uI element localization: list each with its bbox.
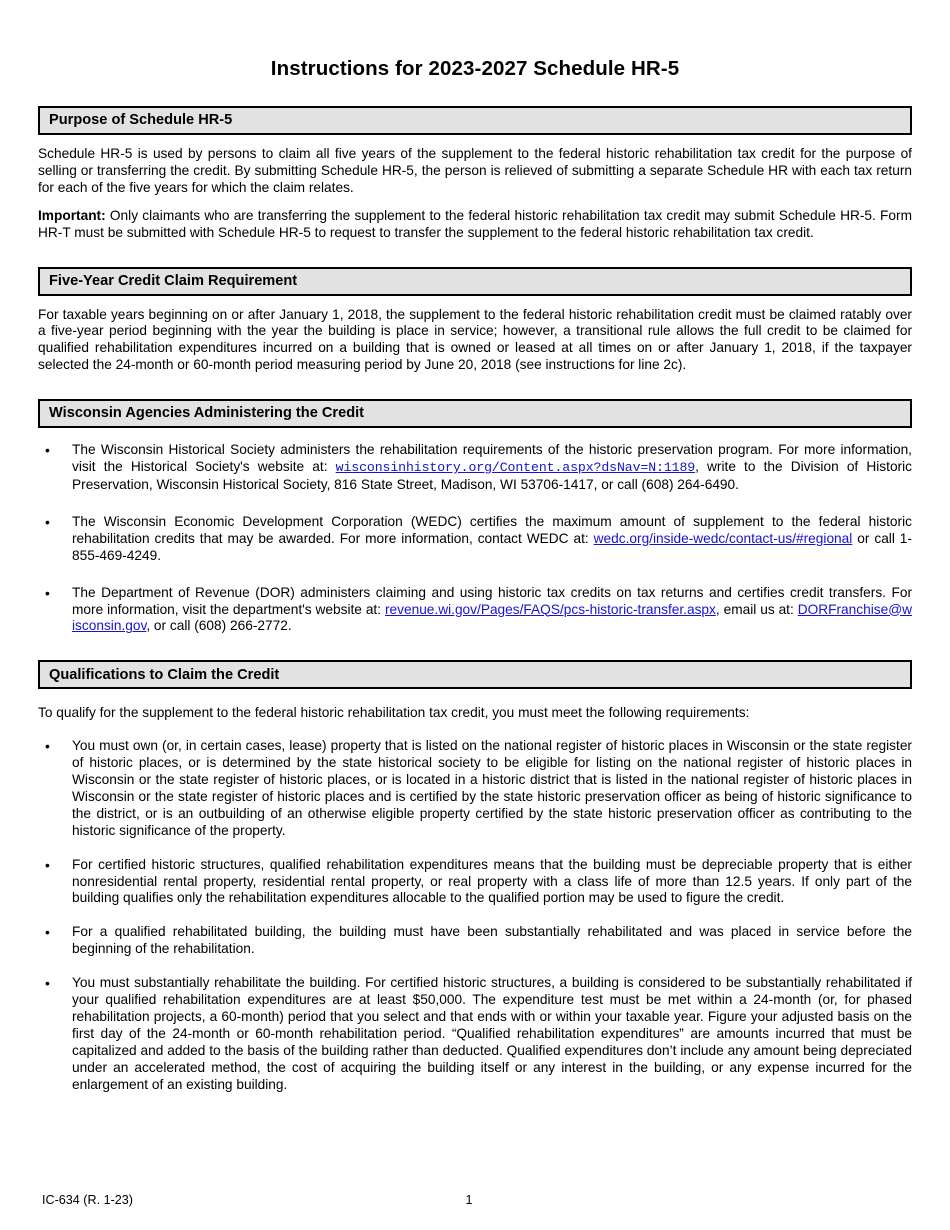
list-item — [38, 585, 912, 636]
form-number-label: IC-634 (R. 1-23) — [42, 1193, 133, 1207]
agency-bullet-1-text-part-1: The Wisconsin Historical Society administers the rehabilitation requirements of the historic preservation program. For more information, visit the Historical Society's website at: — [72, 442, 912, 475]
important-text: Only claimants who are transferring the supplement to the federal historic rehabilitation tax credit may submit Schedule HR-5. Form HR-T must be submitted with Schedule HR-5 to request to transfer the supplement to the federal historic rehabilitation tax credit. — [38, 207, 912, 240]
dor-historic-transfer-link[interactable]: revenue.wi.gov/Pages/FAQS/pcs-historic-transfer.aspx — [384, 601, 716, 617]
five-year-paragraph-1: For taxable years beginning on or after January 1, 2018, the supplement to the federal historic rehabilitation credit must be claimed ratably over a five-year period beginning with the year the building is place in service; however, a transitional rule allows the full credit to be claimed for qualified rehabilitation expenditures incurred on a building that is owned or leased at all times on or after January 1, 2018, if the taxpayer selected the 24-month or 60-month period measuring period by June 20, 2018 (see instructions for line 2c). — [38, 306, 912, 373]
page-title: Instructions for 2023-2027 Schedule HR-5 — [270, 57, 680, 80]
list-item — [38, 514, 912, 565]
list-item — [38, 975, 912, 1093]
page-number-label: 1 — [465, 1193, 473, 1207]
important-label: Important: — [38, 207, 106, 223]
bullet-point-icon: • — [45, 924, 50, 941]
list-item — [38, 442, 912, 494]
purpose-paragraph-1: Schedule HR-5 is used by persons to claim all five years of the supplement to the federal historic rehabilitation tax credit for the purpose of selling or transferring the credit. By submitting Schedule HR-5, the person is relieved of submitting a separate Schedule HR with each tax return for each of the five years for which the claim relates. — [38, 146, 912, 195]
wisconsin-historical-society-link[interactable]: wisconsinhistory.org/Content.aspx?dsNav=N:1189 — [335, 460, 696, 476]
agency-bullet-2-text-part-1: The Wisconsin Economic Development Corporation (WEDC) certifies the maximum amount of supplement to the federal historic rehabilitation credits that may be awarded. For more information, contact WEDC at: — [72, 513, 912, 546]
section-heading-label: Five-Year Credit Claim Requirement — [49, 272, 298, 289]
qualification-bullet-text: You must own (or, in certain cases, lease) property that is listed on the national register of historic places in Wisconsin or the state register of historic places, or is determined by the state historical society to be eligible for listing on the national register of historic places in Wisconsin or the state register of historic places, or is located in a historic district that is listed in the national register of historic places in Wisconsin or the state register of historic places and is certified by the state historic preservation officer as being of historic significance to the district, or is an outbuilding of an otherwise eligible property certified by the state historic preservation officer as contributing to the historic significance of the property. — [72, 738, 912, 838]
page-footer — [38, 1193, 912, 1211]
bullet-point-icon: • — [45, 584, 50, 601]
qualification-bullet-text: For certified historic structures, qualified rehabilitation expenditures means that the building must be depreciable property that is either nonresidential rental property, residential rental property, or real property with a class life of more than 12.5 years. If only part of the building qualifies only the rehabilitation expenditures allocable to the qualified portion may be used to figure the credit. — [72, 856, 912, 906]
wedc-contact-link[interactable]: wedc.org/inside-wedc/contact-us/#regional — [593, 530, 853, 546]
section-header-five-year — [38, 267, 912, 296]
qualifications-bullet-list — [38, 738, 912, 1093]
dor-franchise-email-link[interactable]: DORFranchise@wisconsin.gov — [72, 601, 912, 634]
agency-bullet-3-text-part-2: , email us at: — [715, 601, 798, 617]
section-header-purpose — [38, 106, 912, 135]
section-heading-label: Purpose of Schedule HR-5 — [49, 112, 233, 129]
section-header-qualifications — [38, 660, 912, 689]
section-heading-label: Wisconsin Agencies Administering the Credit — [49, 405, 365, 422]
agencies-bullet-list — [38, 442, 912, 635]
qualification-bullet-text: You must substantially rehabilitate the building. For certified historic structures, a building is considered to be substantially rehabilitated if your qualified rehabilitation expenditures are at least $50,000. The expenditure test must be met within a 24-month (or, for phased rehabilitation projects, a 60-month) period that you select and that ends with or within your taxable year. Figure your adjusted basis on the first day of the 24-month or 60-month rehabilitation period. “Qualified rehabilitation expenditures” are amounts incurred that must be capitalized and added to the basis of the building rather than deducted. Qualified expenditures don’t include any amount being depreciated under an accelerated method, the cost of acquiring the building itself or any interest in the building, or any expense incurred for the enlargement of an existing building. — [72, 975, 912, 1092]
qualifications-intro: To qualify for the supplement to the federal historic rehabilitation tax credit, you must meet the following requirements: — [38, 705, 750, 721]
agency-bullet-2-text-part-2: or call 1-855-469-4249. — [72, 530, 912, 563]
bullet-point-icon: • — [45, 975, 50, 992]
bullet-point-icon: • — [45, 856, 50, 873]
agency-bullet-3-text-part-1: The Department of Revenue (DOR) administers claiming and using historic tax credits on tax returns and certifies credit transfers. For more information, visit the department's website at: — [72, 584, 912, 617]
bullet-point-icon: • — [45, 513, 50, 530]
list-item — [38, 738, 912, 839]
agency-bullet-3-text-part-3: , or call (608) 266-2772. — [146, 618, 292, 634]
list-item — [38, 857, 912, 908]
section-heading-label: Qualifications to Claim the Credit — [49, 666, 280, 683]
list-item — [38, 924, 912, 958]
bullet-point-icon: • — [45, 442, 50, 459]
agency-bullet-1-text-part-2: , write to the Division of Historic Preservation, Wisconsin Historical Society, 816 State Street, Madison, WI 53706-1417, or call (608) 264-6490. — [72, 459, 912, 492]
qualification-bullet-text: For a qualified rehabilitated building, the building must have been substantially rehabilitated and was placed in service before the beginning of the rehabilitation. — [72, 924, 912, 957]
section-header-agencies — [38, 399, 912, 428]
purpose-important-paragraph — [38, 197, 912, 242]
bullet-point-icon: • — [45, 738, 50, 755]
